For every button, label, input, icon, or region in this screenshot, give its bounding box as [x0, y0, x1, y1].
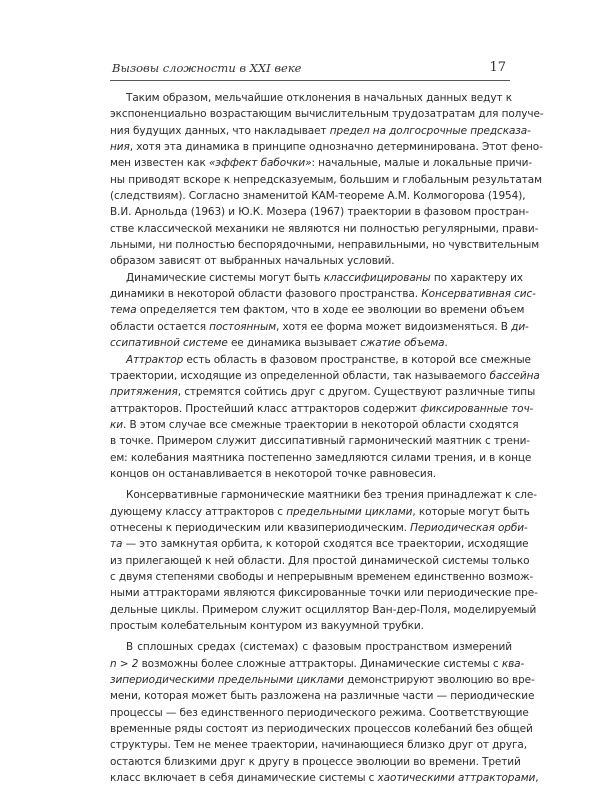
text-line: ки. В этом случае все смежные траектории в некоторой области сходятся — [110, 418, 519, 431]
text-line: n > 2 возможны более сложные аттракторы. Динамические системы с ква- — [110, 657, 525, 670]
text-line: в точке. Примером служит диссипативный гармонический маятник с трени- — [110, 435, 530, 448]
text-line: та — это замкнутая орбита, к которой сходятся все траектории, исходящие — [110, 538, 529, 551]
text-line: В сплошных средах (системах) с фазовым пространством измерений — [126, 641, 512, 654]
text-line: Консервативные гармонические маятники без трения принадлежат к сле- — [126, 489, 537, 502]
text-line: В.И. Арнольда (1963) и Ю.К. Мозера (1967) траектории в фазовом простран- — [110, 206, 529, 219]
text-line: льными, ни полностью беспорядочными, неправильными, но чувствительным — [110, 239, 540, 252]
text-line: траектории, исходящие из определенной области, так называемого бассейна — [110, 369, 540, 382]
text-line: ны приводят вскоре к непредсказуемым, большим и глобальным результатам — [110, 173, 542, 186]
text-line: тема определяется тем фактом, что в ходе ее эволюции во времени объем — [110, 304, 525, 317]
text-line: Таким образом, мельчайшие отклонения в начальных данных ведут к — [126, 92, 512, 104]
text-line: с двумя степенями свободы и непрерывным временем единственно возмож- — [110, 570, 534, 583]
text-line: Аттрактор есть область в фазовом пространстве, в которой все смежные — [126, 353, 531, 366]
text-line: дельные циклы. Примером служит осциллятор Ван-дер-Поля, моделируемый — [110, 603, 537, 616]
text-line: процессы — без единственного периодического режима. Соответствующие — [110, 706, 529, 719]
text-line: (следствиям). Согласно знаменитой КАМ-теореме А.М. Колмогорова (1954), — [110, 190, 526, 203]
text-line: отнесены к периодическим или квазипериодическим. Периодическая орби- — [110, 521, 528, 534]
text-line: структуры. Тем не менее траектории, начинающиеся близко друг от друга, — [110, 739, 527, 752]
text-line: экспоненциально возрастающим вычислительным трудозатратам для получе- — [110, 108, 544, 121]
text-line: мени, которая может быть разложена на различные части — периодические — [110, 690, 535, 703]
text-line: дующему классу аттракторов с предельными циклами, которые могут быть — [110, 505, 530, 518]
text-line: ными аттракторами являются фиксированные точки или периодические пре- — [110, 587, 538, 600]
text-line: ссипативной системе ее динамика вызывает сжатие объема. — [110, 337, 448, 350]
text-line: области остается постоянным, хотя ее форма может видоизменяться. В ди- — [110, 320, 529, 333]
body-text — [110, 90, 544, 786]
page-header — [110, 60, 510, 78]
text-line: мен известен как «эффект бабочки»: начальные, малые и локальные причи- — [110, 157, 533, 170]
text-line: зипериодическими предельными циклами демонстрируют эволюцию во вре- — [110, 674, 535, 687]
text-line: класс включает в себя динамические системы с хаотическими аттракторами, — [110, 772, 539, 785]
text-line: образом зависят от выбранных начальных условий. — [110, 255, 395, 268]
text-line: притяжения, стремятся сойтись друг с другом. Существуют различные типы — [110, 386, 536, 399]
text-line: аттракторов. Простейший класс аттракторов содержит фиксированные точ- — [110, 402, 534, 415]
text-line: остаются близкими друг к другу в процессе эволюции во времени. Третий — [110, 755, 521, 768]
text-line: ем: колебания маятника постепенно замедляются силами трения, и в конце — [110, 451, 532, 464]
text-line: концов он останавливается в некоторой точке равновесия. — [110, 467, 437, 480]
text-line: из прилегающей к ней области. Для простой динамической системы только — [110, 554, 530, 567]
page-number: 17 — [489, 60, 506, 75]
text-line: динамики в некоторой области фазового пространства. Консервативная сис- — [110, 288, 536, 301]
running-title: Вызовы сложности в XXI веке — [112, 61, 302, 75]
text-line: простым колебательным контуром из вакуумной трубки. — [110, 620, 424, 632]
text-line: временные ряды состоят из периодических процессов колебаний без общей — [110, 723, 533, 736]
text-line: стве классической механики не являются ни полностью регулярными, прави- — [110, 222, 539, 235]
text-line: Динамические системы могут быть классифицированы по характеру их — [126, 271, 523, 284]
header-rule — [110, 80, 510, 81]
text-line: ния, хотя эта динамика в принципе однозначно детерминирована. Этот фено- — [110, 141, 543, 154]
text-line: ния будущих данных, что накладывает предел на долгосрочные предсказа- — [110, 124, 531, 137]
